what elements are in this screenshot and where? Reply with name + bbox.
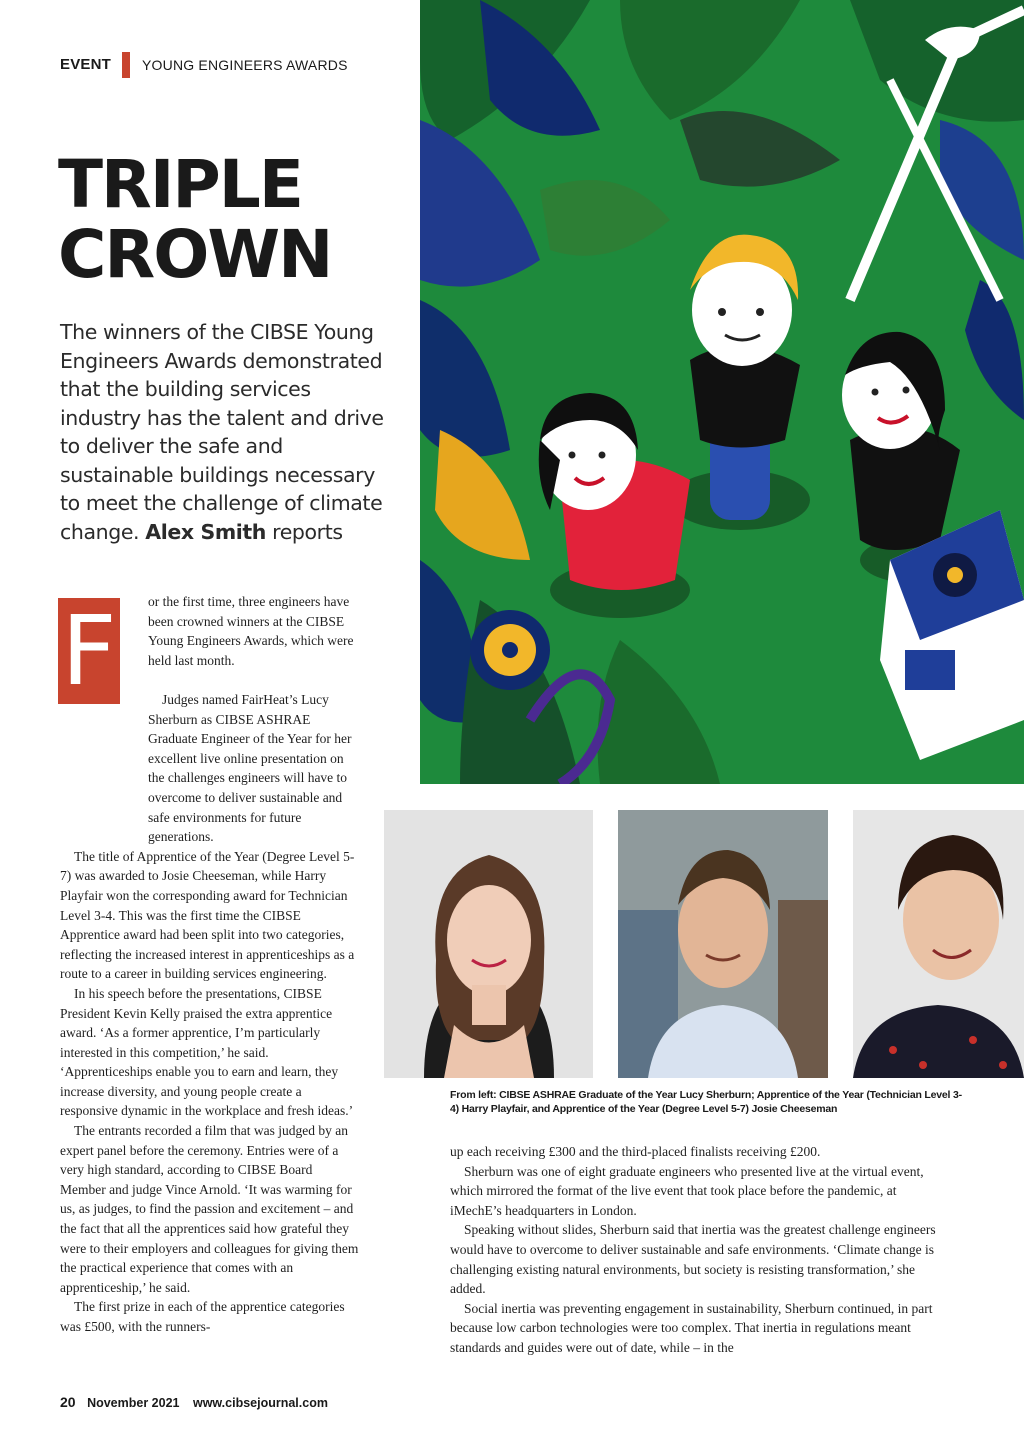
section-sublabel: YOUNG ENGINEERS AWARDS	[142, 57, 348, 73]
standfirst-text: The winners of the CIBSE Young Engineers Awards demonstrated that the building services industry has the talent and drive to deliver the safe and sustainable buildings necessary to meet the challenge of climate change.	[60, 320, 384, 544]
portrait-graphic	[853, 810, 1024, 1078]
portrait-graphic	[384, 810, 593, 1078]
article-column-2	[450, 1142, 950, 1358]
photo-caption: From left: CIBSE ASHRAE Graduate of the Year Lucy Sherburn; Apprentice of the Year (Technician Level 3-4) Harry Playfair, and Apprentice of the Year (Degree Level 5-7) Josie Cheeseman	[450, 1089, 962, 1115]
title-line-2: CROWN	[58, 216, 332, 293]
website-link[interactable]: www.cibsejournal.com	[192, 1396, 328, 1410]
paragraph: Judges named FairHeat’s Lucy Sherburn as CIBSE ASHRAE Graduate Engineer of the Year for her excellent live online presentation on the challenges engineers will have to overcome to deliver sustainable and safe environments for future generations.	[148, 692, 352, 845]
issue-date: November 2021	[87, 1396, 180, 1410]
page-number: 20	[60, 1394, 76, 1410]
section-divider-bar	[122, 52, 130, 78]
photo-josie-cheeseman	[853, 810, 1024, 1078]
portrait-graphic	[618, 810, 828, 1078]
paragraph: Sherburn was one of eight graduate engineers who presented live at the virtual event, which mirrored the format of the live event that took place before the pandemic, at iMechE’s headquarters in London.	[450, 1163, 924, 1218]
paragraph: Social inertia was preventing engagement in sustainability, Sherburn continued, in part because low carbon technologies were too complex. That inertia in regulations meant standards and guides were out of date, while – in the	[450, 1300, 933, 1355]
article-column-1	[60, 690, 360, 1337]
page-footer	[60, 1394, 328, 1410]
paragraph: The entrants recorded a film that was judged by an expert panel before the ceremony. Entries were of a very high standard, according to CIBSE Board Member and judge Vince Arnold. ‘It was warming for us, as judges, to find the passion and excitement – and the fact that all the apprentices said how grateful they were to their employers and colleagues for giving them the practical experience that comes with an apprenticeship,’ he said.	[60, 1123, 359, 1295]
jungle-illustration-graphic	[420, 0, 1024, 784]
paragraph: up each receiving £300 and the third-placed finalists receiving £200.	[450, 1144, 821, 1159]
byline-suffix: reports	[272, 519, 343, 544]
paragraph: Speaking without slides, Sherburn said that inertia was the greatest challenge engineers would have to overcome to deliver sustainable and safe environments. ‘Climate change is challenging existing natural environments, but society is resisting transformation,’ she added.	[450, 1222, 936, 1297]
byline-author: Alex Smith	[145, 519, 266, 544]
paragraph: In his speech before the presentations, CIBSE President Kevin Kelly praised the extra apprentice award. ‘As a former apprentice, I’m particularly interested in this competition,’ he said. ‘Apprenticeships enable you to earn and learn, they increase diversity, and young people create a responsive dynamic in the workplace and fresh ideas.’	[60, 985, 354, 1119]
paragraph: The first prize in each of the apprentice categories was £500, with the runners-	[60, 1299, 345, 1334]
section-label: EVENT	[60, 56, 112, 73]
standfirst	[60, 318, 390, 546]
photo-harry-playfair	[618, 810, 828, 1078]
photo-lucy-sherburn	[384, 810, 593, 1078]
title-line-1: TRIPLE	[58, 146, 302, 223]
page-title	[58, 146, 408, 293]
lead-paragraph	[148, 592, 360, 670]
paragraph: The title of Apprentice of the Year (Degree Level 5-7) was awarded to Josie Cheeseman, while Harry Playfair won the corresponding award for Technician Level 3-4. This was the first time the CIBSE Apprentice award had been split into two categories, reflecting the increased interest in apprenticeships as a route to a career in building services engineering.	[60, 848, 355, 982]
lead-paragraph-text: or the first time, three engineers have been crowned winners at the CIBSE Young Engineers Awards, which were held last month.	[148, 594, 354, 668]
hero-illustration	[420, 0, 1024, 784]
drop-cap: F	[58, 598, 120, 704]
